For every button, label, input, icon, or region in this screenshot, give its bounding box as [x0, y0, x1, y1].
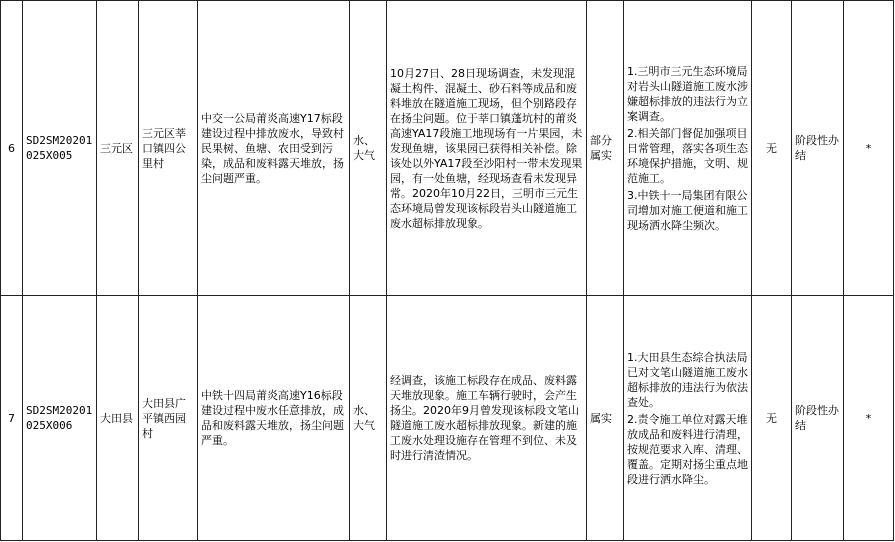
investigation-findings-cell: 10月27日、28日现场调查，未发现混凝土构件、混凝土、砂石料等成品和废料堆放在隧道施工现场，但个别路段存在扬尘问题。位于莘口镇蓬坑村的莆炎高速YA17段施工地现场有一片果园，未发现鱼塘，该果园已获得相关补偿。除该处以外YA17段至沙阳村一带未发现果园，有一处鱼塘，经现场查看未发现异常。2020年10月22日，三明市三元生态环境局曾发现该标段岩头山隧道施工废水超标排放现象。 — [387, 1, 587, 296]
mark-cell: * — [844, 1, 894, 296]
row-number-cell: 7 — [1, 296, 23, 541]
measures-cell — [624, 1, 752, 296]
status-cell: 阶段性办结 — [792, 1, 844, 296]
measure-item: 2.相关部门督促加强项目日常管理，落实各项生态环境保护措施，文明、规范施工。 — [627, 126, 748, 185]
table-row — [1, 1, 894, 296]
case-code-cell: SD2SM20201025X005 — [23, 1, 97, 296]
accountability-cell: 无 — [752, 1, 792, 296]
table-row — [1, 296, 894, 541]
mark-cell: * — [844, 296, 894, 541]
status-cell: 阶段性办结 — [792, 296, 844, 541]
location-cell: 大田县广平镇西园村 — [139, 296, 198, 541]
issue-description-cell: 中铁十四局莆炎高速Y16标段建设过程中废水任意排放，成品和废料露天堆放，扬尘问题严重。 — [198, 296, 350, 541]
pollution-type-cell: 水、大气 — [350, 1, 387, 296]
row-number-cell: 6 — [1, 1, 23, 296]
district-cell: 大田县 — [97, 296, 139, 541]
measure-item: 3.中铁十一局集团有限公司增加对施工便道和施工现场洒水降尘频次。 — [627, 188, 748, 232]
verdict-cell: 部分属实 — [587, 1, 624, 296]
accountability-cell: 无 — [752, 296, 792, 541]
measure-item: 1.大田县生态综合执法局已对文笔山隧道施工废水超标排放的违法行为依法查处。 — [627, 350, 748, 409]
location-cell: 三元区莘口镇四公里村 — [139, 1, 198, 296]
measure-item: 1.三明市三元生态环境局对岩头山隧道施工废水涉嫌超标排放的违法行为立案调查。 — [627, 64, 748, 123]
district-cell: 三元区 — [97, 1, 139, 296]
measures-cell — [624, 296, 752, 541]
investigation-findings-cell: 经调查，该施工标段存在成品、废料露天堆放现象。施工车辆行驶时，会产生扬尘。2020年9月曾发现该标段文笔山隧道施工废水超标排放现象。新建的施工废水处理设施存在管理不到位、未及时进行清渣情况。 — [387, 296, 587, 541]
verdict-cell: 属实 — [587, 296, 624, 541]
issue-description-cell: 中交一公局莆炎高速Y17标段建设过程中排放废水，导致村民果树、鱼塘、农田受到污染，成品和废料露天堆放，扬尘问题严重。 — [198, 1, 350, 296]
case-code-cell: SD2SM20201025X006 — [23, 296, 97, 541]
measure-item: 2.责令施工单位对露天堆放成品和废料进行清理，按规范要求入库、清理、覆盖。定期对扬尘重点地段进行洒水降尘。 — [627, 412, 748, 486]
pollution-type-cell: 水、大气 — [350, 296, 387, 541]
